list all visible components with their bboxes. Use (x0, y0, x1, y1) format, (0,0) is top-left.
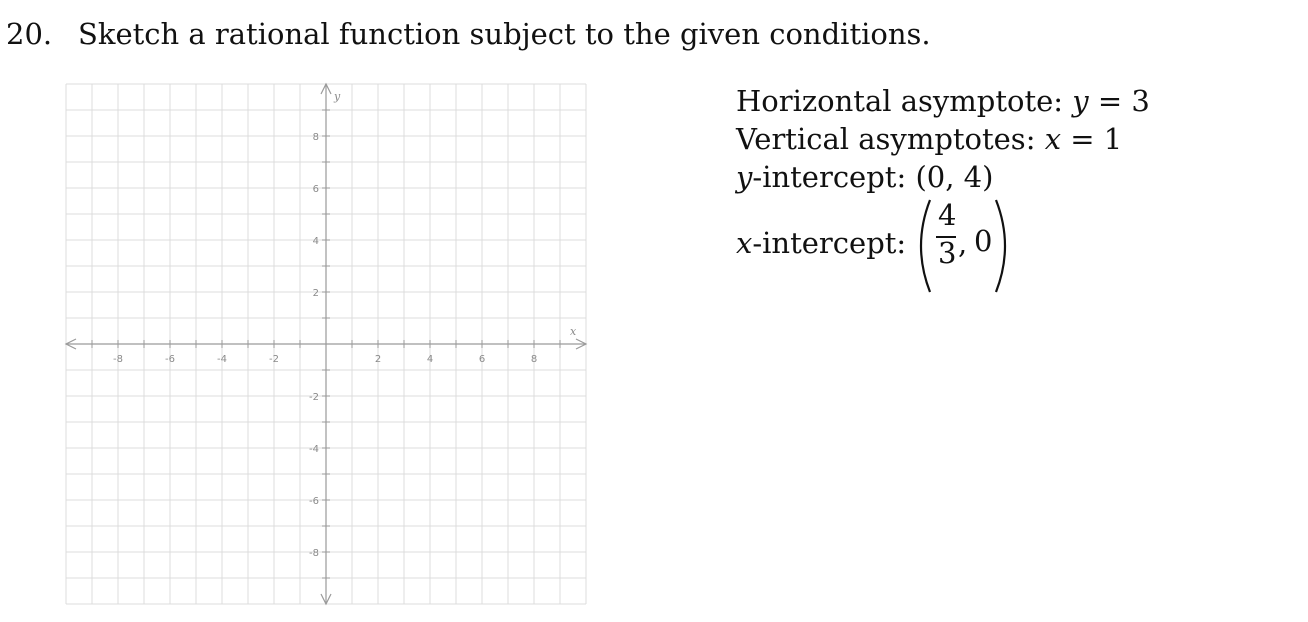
vertical-asymptote-value: = 1 (1070, 122, 1123, 156)
x-intercept-comma: , (958, 226, 968, 260)
left-paren-icon (921, 200, 930, 292)
vertical-asymptote-label: Vertical asymptotes: (736, 122, 1036, 156)
x-tick-label: 6 (478, 354, 486, 365)
x-intercept-y-value: 0 (974, 224, 993, 258)
right-paren-icon (996, 200, 1005, 292)
x-intercept-condition (736, 196, 1150, 296)
y-tick-label: -6 (309, 496, 319, 507)
x-axis-label: x (570, 325, 577, 338)
y-tick-label: 8 (312, 132, 319, 143)
x-tick-label: -6 (165, 354, 175, 365)
horizontal-asymptote-label: Horizontal asymptote: (736, 84, 1064, 118)
conditions-list (736, 82, 1150, 296)
coordinate-grid[interactable] (60, 78, 592, 610)
y-tick-label: -4 (309, 444, 319, 455)
horizontal-asymptote-condition (736, 82, 1150, 120)
y-intercept-label: -intercept: (752, 160, 907, 194)
x-tick-label: 2 (374, 354, 382, 365)
x-tick-label: 4 (426, 354, 434, 365)
vertical-asymptote-var: x (1044, 122, 1062, 156)
x-intercept-label: -intercept: (752, 226, 907, 260)
y-tick-label: 6 (312, 184, 319, 195)
x-tick-label: -4 (217, 354, 227, 365)
y-intercept-value: (0, 4) (915, 160, 994, 194)
x-tick-label: -2 (269, 354, 279, 365)
question-text: Sketch a rational function subject to the given conditions. (78, 17, 931, 51)
x-tick-label: 8 (530, 354, 538, 365)
y-tick-label: 4 (312, 236, 319, 247)
y-axis-label: y (334, 90, 341, 103)
x-intercept-denominator: 3 (938, 236, 957, 270)
y-tick-label: 2 (312, 288, 319, 299)
x-intercept-label-group (736, 224, 906, 262)
x-intercept-value (914, 196, 1024, 296)
horizontal-asymptote-value: = 3 (1097, 84, 1150, 118)
x-intercept-numerator: 4 (938, 198, 957, 232)
x-tick-label: -8 (113, 354, 123, 365)
vertical-asymptote-condition (736, 120, 1150, 158)
y-tick-label: -2 (309, 392, 319, 403)
question-number: 20. (6, 17, 53, 51)
y-intercept-var: y (736, 160, 753, 194)
y-intercept-condition (736, 158, 1150, 196)
x-intercept-var: x (736, 226, 753, 260)
horizontal-asymptote-var: y (1072, 84, 1089, 118)
y-tick-label: -8 (309, 548, 319, 559)
